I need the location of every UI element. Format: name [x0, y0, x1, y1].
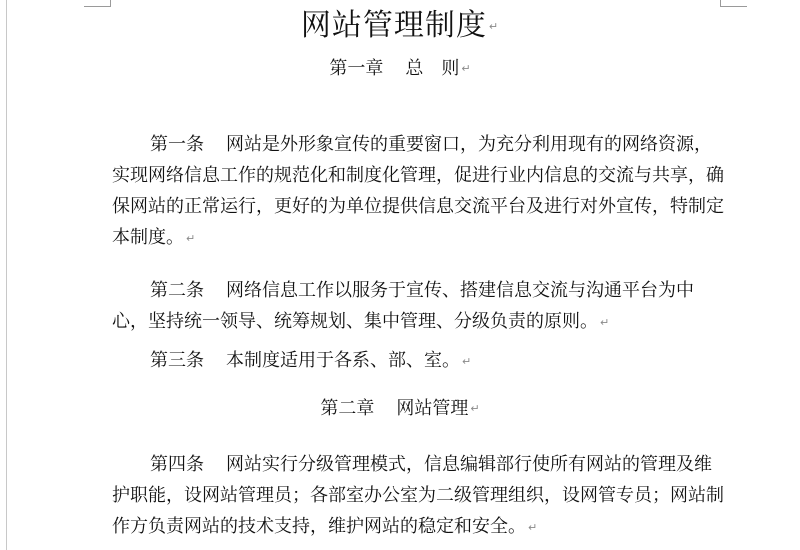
- document-title-text: 网站管理制度: [300, 8, 487, 43]
- article-paragraph-4: [112, 449, 724, 543]
- chapter-number: 第一章: [329, 58, 384, 79]
- article-text: 网络信息工作以服务于宣传、搭建信息交流与沟通平台为中心，坚持统一领导、统筹规划、集中管理、分级负责的原则。: [112, 280, 694, 332]
- article-text: 网站是外形象宣传的重要窗口，为充分利用现有的网络资源，实现网络信息工作的规范化和制度化管理，促进行业内信息的交流与共享，确保网站的正常运行，更好的为单位提供信息交流平台及进行对外宣传，特制定本制度。: [112, 134, 724, 248]
- article-number: 第四条: [150, 454, 204, 475]
- chapter-heading-2: [0, 397, 800, 421]
- article-number: 第一条: [150, 134, 204, 155]
- chapter-heading-1: [0, 57, 800, 81]
- chapter-number: 第二章: [320, 398, 375, 419]
- article-text: 网站实行分级管理模式，信息编辑部行使所有网站的管理及维护职能，设网站管理员；各部室办公室为二级管理组织，设网管专员；网站制作方负责网站的技术支持，维护网站的稳定和安全。: [112, 454, 724, 537]
- article-text: 本制度适用于各系、部、室。: [226, 350, 460, 371]
- paragraph-mark: ↵: [528, 520, 538, 534]
- paragraph-mark: ↵: [600, 315, 610, 329]
- article-paragraph-3: [112, 345, 724, 377]
- paragraph-mark: ↵: [462, 354, 472, 368]
- paragraph-mark: ↵: [470, 402, 480, 415]
- article-number: 第二条: [150, 280, 204, 301]
- article-paragraph-1: [112, 129, 724, 254]
- article-paragraph-2: [112, 275, 724, 338]
- chapter-name: 总 则: [405, 58, 460, 79]
- paragraph-mark: ↵: [186, 231, 196, 245]
- page-left-edge: [6, 0, 7, 550]
- paragraph-mark: ↵: [488, 19, 500, 33]
- article-number: 第三条: [150, 350, 204, 371]
- paragraph-mark: ↵: [461, 62, 471, 75]
- document-title: [0, 6, 800, 47]
- chapter-name: 网站管理: [396, 398, 469, 419]
